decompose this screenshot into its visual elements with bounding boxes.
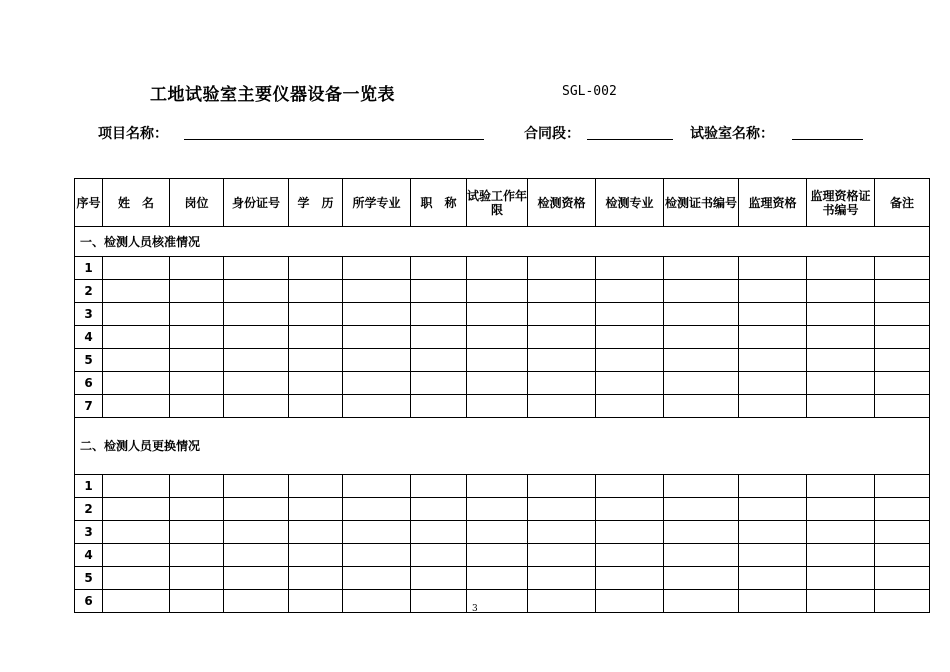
table-cell[interactable] [343, 349, 411, 372]
table-cell[interactable] [664, 372, 739, 395]
table-cell[interactable] [103, 475, 170, 498]
table-cell[interactable] [467, 521, 528, 544]
column-header: 职 称 [411, 179, 467, 227]
table-cell[interactable] [343, 372, 411, 395]
row-number: 6 [75, 590, 103, 613]
table-row [75, 567, 930, 590]
table-cell[interactable] [467, 475, 528, 498]
table-cell[interactable] [664, 257, 739, 280]
table-cell[interactable] [103, 326, 170, 349]
table-cell[interactable] [875, 498, 930, 521]
table-cell[interactable] [739, 498, 807, 521]
table-cell[interactable] [467, 544, 528, 567]
page-number: 3 [472, 604, 478, 614]
table-cell[interactable] [807, 521, 875, 544]
table-cell[interactable] [739, 590, 807, 613]
table-cell[interactable] [289, 303, 343, 326]
table-cell[interactable] [224, 544, 289, 567]
table-cell[interactable] [103, 544, 170, 567]
table-cell[interactable] [807, 544, 875, 567]
row-number: 5 [75, 349, 103, 372]
table-row [75, 475, 930, 498]
table-cell[interactable] [289, 257, 343, 280]
table-cell[interactable] [807, 372, 875, 395]
table-cell[interactable] [807, 475, 875, 498]
table-cell[interactable] [103, 521, 170, 544]
table-cell[interactable] [224, 498, 289, 521]
column-header: 检测证书编号 [664, 179, 739, 227]
table-cell[interactable] [343, 544, 411, 567]
table-cell[interactable] [289, 395, 343, 418]
table-cell[interactable] [170, 349, 224, 372]
project-name-field[interactable] [184, 139, 484, 140]
table-cell[interactable] [411, 257, 467, 280]
table-cell[interactable] [224, 521, 289, 544]
table-cell[interactable] [343, 475, 411, 498]
table-row [75, 349, 930, 372]
table-cell[interactable] [170, 521, 224, 544]
table-cell[interactable] [467, 567, 528, 590]
table-cell[interactable] [170, 544, 224, 567]
table-cell[interactable] [528, 544, 596, 567]
table-cell[interactable] [170, 372, 224, 395]
table-cell[interactable] [528, 590, 596, 613]
table-cell[interactable] [875, 280, 930, 303]
row-number: 4 [75, 326, 103, 349]
table-cell[interactable] [343, 590, 411, 613]
table-cell[interactable] [343, 498, 411, 521]
table-cell[interactable] [807, 590, 875, 613]
table-cell[interactable] [807, 567, 875, 590]
table-cell[interactable] [411, 372, 467, 395]
table-cell[interactable] [528, 498, 596, 521]
table-cell[interactable] [664, 544, 739, 567]
table-cell[interactable] [467, 372, 528, 395]
table-row [75, 303, 930, 326]
table-cell[interactable] [343, 303, 411, 326]
table-cell[interactable] [807, 326, 875, 349]
column-header: 学 历 [289, 179, 343, 227]
table-cell[interactable] [664, 498, 739, 521]
table-cell[interactable] [739, 349, 807, 372]
table-cell[interactable] [411, 498, 467, 521]
table-row [75, 590, 930, 613]
table-cell[interactable] [807, 349, 875, 372]
table-cell[interactable] [411, 349, 467, 372]
table-cell[interactable] [664, 590, 739, 613]
table-cell[interactable] [807, 280, 875, 303]
table-cell[interactable] [664, 521, 739, 544]
table-cell[interactable] [528, 303, 596, 326]
column-header: 姓 名 [103, 179, 170, 227]
table-cell[interactable] [224, 372, 289, 395]
table-cell[interactable] [739, 395, 807, 418]
table-cell[interactable] [739, 521, 807, 544]
table-cell[interactable] [224, 257, 289, 280]
table-cell[interactable] [467, 257, 528, 280]
column-header: 备注 [875, 179, 930, 227]
table-cell[interactable] [739, 475, 807, 498]
page-title: 工地试验室主要仪器设备一览表 [150, 85, 395, 105]
table-cell[interactable] [224, 280, 289, 303]
table-cell[interactable] [596, 395, 664, 418]
table-cell[interactable] [170, 303, 224, 326]
table-row [75, 498, 930, 521]
contract-section-label: 合同段： [524, 126, 580, 142]
table-cell[interactable] [224, 590, 289, 613]
table-cell[interactable] [170, 475, 224, 498]
row-number: 3 [75, 303, 103, 326]
table-cell[interactable] [664, 326, 739, 349]
table-cell[interactable] [103, 349, 170, 372]
table-cell[interactable] [103, 590, 170, 613]
table-cell[interactable] [807, 257, 875, 280]
table-cell[interactable] [664, 303, 739, 326]
table-cell[interactable] [528, 372, 596, 395]
table-cell[interactable] [343, 395, 411, 418]
section-row-approved [75, 227, 930, 257]
table-cell[interactable] [224, 395, 289, 418]
table-cell[interactable] [528, 395, 596, 418]
row-number: 7 [75, 395, 103, 418]
table-cell[interactable] [596, 349, 664, 372]
table-cell[interactable] [170, 590, 224, 613]
section-row-replaced [75, 418, 930, 475]
table-cell[interactable] [411, 567, 467, 590]
column-header: 检测专业 [596, 179, 664, 227]
table-cell[interactable] [343, 326, 411, 349]
row-number: 1 [75, 257, 103, 280]
table-cell[interactable] [807, 498, 875, 521]
row-number: 1 [75, 475, 103, 498]
table-cell[interactable] [411, 395, 467, 418]
table-cell[interactable] [807, 303, 875, 326]
table-cell[interactable] [411, 303, 467, 326]
row-number: 3 [75, 521, 103, 544]
table-cell[interactable] [664, 567, 739, 590]
table-cell[interactable] [170, 280, 224, 303]
table-cell[interactable] [739, 372, 807, 395]
form-code: SGL-002 [562, 84, 617, 99]
table-cell[interactable] [664, 349, 739, 372]
table-cell[interactable] [596, 521, 664, 544]
table-cell[interactable] [528, 475, 596, 498]
table-row [75, 395, 930, 418]
table-cell[interactable] [289, 590, 343, 613]
table-cell[interactable] [528, 567, 596, 590]
table-cell[interactable] [875, 567, 930, 590]
section-title: 二、检测人员更换情况 [75, 418, 930, 475]
contract-section-field[interactable] [587, 139, 673, 140]
table-cell[interactable] [596, 544, 664, 567]
row-number: 5 [75, 567, 103, 590]
table-cell[interactable] [103, 395, 170, 418]
column-header: 序号 [75, 179, 103, 227]
table-cell[interactable] [528, 280, 596, 303]
table-cell[interactable] [664, 280, 739, 303]
table-cell[interactable] [343, 280, 411, 303]
table-cell[interactable] [875, 544, 930, 567]
table-cell[interactable] [807, 395, 875, 418]
table-cell[interactable] [875, 395, 930, 418]
table-cell[interactable] [528, 257, 596, 280]
table-cell[interactable] [596, 280, 664, 303]
lab-name-label: 试验室名称： [690, 126, 774, 142]
lab-name-field[interactable] [792, 139, 863, 140]
table-cell[interactable] [343, 521, 411, 544]
table-cell[interactable] [224, 303, 289, 326]
table-cell[interactable] [343, 257, 411, 280]
table-cell[interactable] [170, 498, 224, 521]
table-cell[interactable] [411, 280, 467, 303]
personnel-table [74, 178, 930, 613]
table-cell[interactable] [467, 303, 528, 326]
table-cell[interactable] [875, 326, 930, 349]
table-row [75, 544, 930, 567]
table-cell[interactable] [103, 303, 170, 326]
table-cell[interactable] [289, 544, 343, 567]
table-cell[interactable] [170, 326, 224, 349]
table-cell[interactable] [289, 349, 343, 372]
table-cell[interactable] [528, 521, 596, 544]
table-cell[interactable] [289, 372, 343, 395]
table-cell[interactable] [224, 475, 289, 498]
table-cell[interactable] [224, 326, 289, 349]
table-cell[interactable] [467, 498, 528, 521]
column-header: 检测资格 [528, 179, 596, 227]
table-cell[interactable] [170, 567, 224, 590]
table-cell[interactable] [224, 567, 289, 590]
table-row [75, 257, 930, 280]
table-cell[interactable] [411, 475, 467, 498]
table-cell[interactable] [170, 257, 224, 280]
table-header-row [75, 179, 930, 227]
table-row [75, 372, 930, 395]
column-header: 监理资格证书编号 [807, 179, 875, 227]
table-cell[interactable] [875, 521, 930, 544]
table-cell[interactable] [596, 257, 664, 280]
table-cell[interactable] [343, 567, 411, 590]
column-header: 所学专业 [343, 179, 411, 227]
table-cell[interactable] [289, 280, 343, 303]
table-cell[interactable] [224, 349, 289, 372]
table-cell[interactable] [103, 498, 170, 521]
table-cell[interactable] [103, 257, 170, 280]
table-row [75, 280, 930, 303]
table-cell[interactable] [467, 280, 528, 303]
column-header: 试验工作年限 [467, 179, 528, 227]
table-row [75, 521, 930, 544]
table-cell[interactable] [596, 303, 664, 326]
section-title: 一、检测人员核准情况 [75, 227, 930, 257]
table-cell[interactable] [467, 326, 528, 349]
table-cell[interactable] [289, 521, 343, 544]
column-header: 监理资格 [739, 179, 807, 227]
table-cell[interactable] [289, 326, 343, 349]
table-cell[interactable] [289, 475, 343, 498]
table-cell[interactable] [596, 590, 664, 613]
table-cell[interactable] [739, 544, 807, 567]
table-cell[interactable] [875, 475, 930, 498]
table-cell[interactable] [875, 372, 930, 395]
table-cell[interactable] [596, 326, 664, 349]
table-cell[interactable] [411, 521, 467, 544]
table-cell[interactable] [596, 567, 664, 590]
table-cell[interactable] [467, 395, 528, 418]
row-number: 4 [75, 544, 103, 567]
table-cell[interactable] [739, 280, 807, 303]
table-cell[interactable] [411, 326, 467, 349]
table-cell[interactable] [528, 349, 596, 372]
table-cell[interactable] [467, 349, 528, 372]
table-cell[interactable] [103, 280, 170, 303]
row-number: 6 [75, 372, 103, 395]
table-cell[interactable] [739, 257, 807, 280]
row-number: 2 [75, 498, 103, 521]
table-cell[interactable] [103, 567, 170, 590]
table-cell[interactable] [739, 326, 807, 349]
table-cell[interactable] [596, 372, 664, 395]
row-number: 2 [75, 280, 103, 303]
table-cell[interactable] [739, 567, 807, 590]
table-cell[interactable] [411, 544, 467, 567]
table-row [75, 326, 930, 349]
table-cell[interactable] [103, 372, 170, 395]
table-cell[interactable] [596, 498, 664, 521]
table-cell[interactable] [875, 590, 930, 613]
table-cell[interactable] [289, 567, 343, 590]
table-cell[interactable] [411, 590, 467, 613]
table-cell[interactable] [664, 395, 739, 418]
table-cell[interactable] [289, 498, 343, 521]
table-cell[interactable] [739, 303, 807, 326]
table-cell[interactable] [875, 303, 930, 326]
table-cell[interactable] [528, 326, 596, 349]
project-name-label: 项目名称： [98, 126, 168, 142]
table-cell[interactable] [875, 349, 930, 372]
column-header: 岗位 [170, 179, 224, 227]
table-cell[interactable] [170, 395, 224, 418]
table-cell[interactable] [664, 475, 739, 498]
column-header: 身份证号 [224, 179, 289, 227]
table-cell[interactable] [596, 475, 664, 498]
table-cell[interactable] [875, 257, 930, 280]
